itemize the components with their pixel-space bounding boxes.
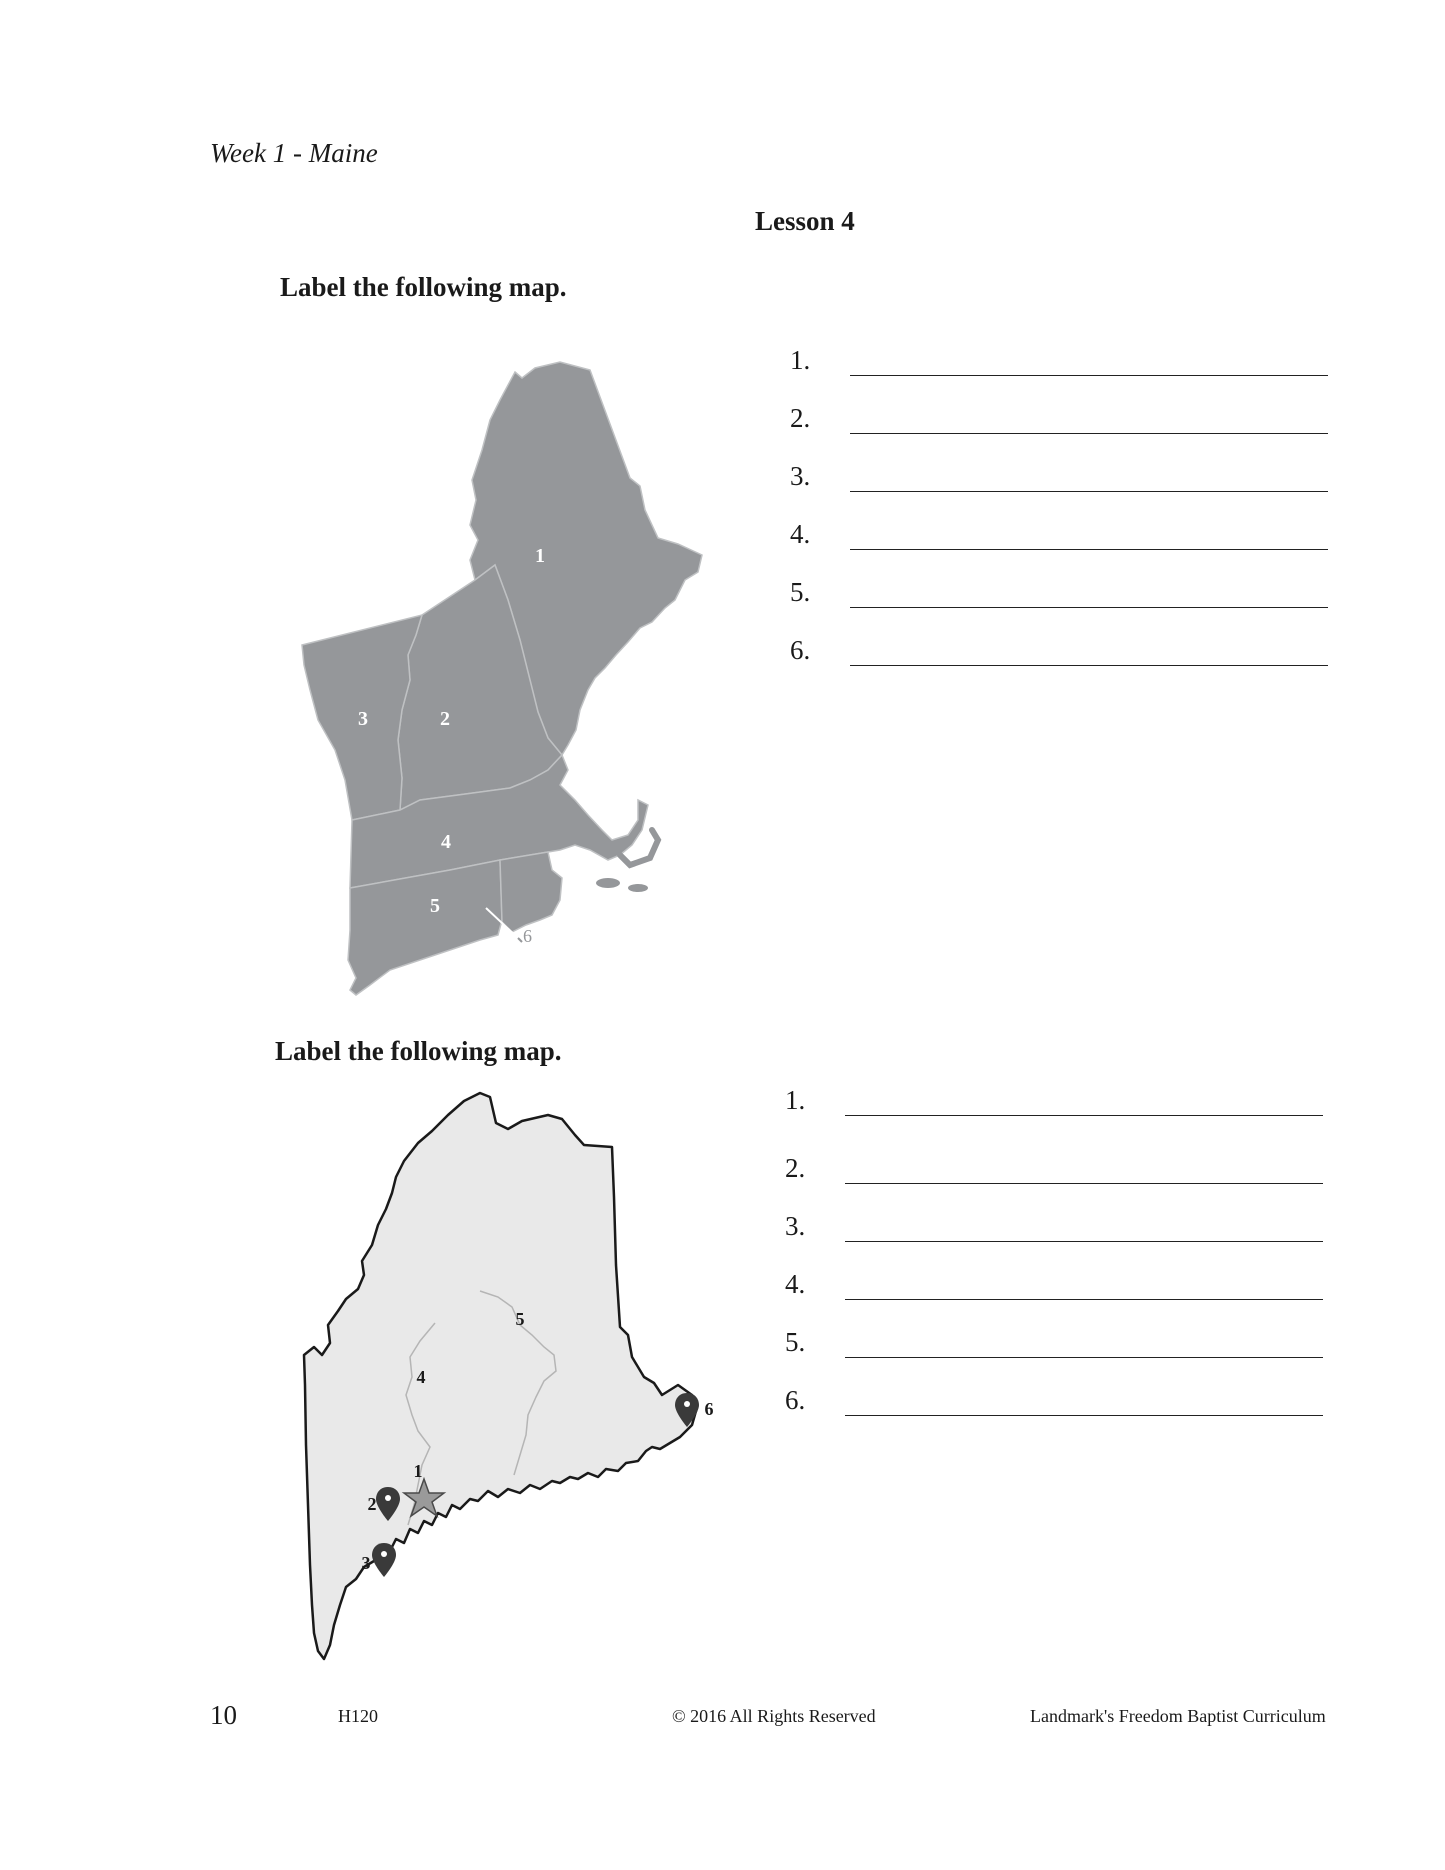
answer-blank[interactable] bbox=[850, 375, 1328, 376]
publisher-name: Landmark's Freedom Baptist Curriculum bbox=[1030, 1706, 1326, 1726]
answer-blank[interactable] bbox=[850, 491, 1328, 492]
answer-row bbox=[790, 345, 1330, 385]
answer-number: 6. bbox=[785, 1385, 806, 1415]
answer-number: 4. bbox=[790, 519, 811, 549]
copyright-notice: © 2016 All Rights Reserved bbox=[672, 1706, 876, 1726]
answer-row bbox=[785, 1385, 1325, 1425]
answer-number: 5. bbox=[790, 577, 811, 607]
lesson-title: Lesson 4 bbox=[755, 206, 855, 236]
answer-blank[interactable] bbox=[850, 549, 1328, 550]
section2-instruction: Label the following map. bbox=[275, 1036, 562, 1066]
answer-row bbox=[785, 1211, 1325, 1251]
answer-number: 3. bbox=[785, 1211, 806, 1241]
section1-answer-list bbox=[790, 345, 1330, 675]
answer-row bbox=[785, 1085, 1325, 1125]
answer-number: 6. bbox=[790, 635, 811, 665]
answer-row bbox=[790, 519, 1330, 559]
answer-row bbox=[785, 1153, 1325, 1193]
map-label-6: 6 bbox=[704, 1399, 714, 1419]
map-region-6 bbox=[500, 852, 562, 932]
page-number: 10 bbox=[210, 1700, 237, 1730]
answer-row bbox=[790, 403, 1330, 443]
answer-blank[interactable] bbox=[850, 607, 1328, 608]
answer-number: 1. bbox=[790, 345, 811, 375]
answer-number: 5. bbox=[785, 1327, 806, 1357]
answer-row bbox=[785, 1327, 1325, 1367]
section1-instruction: Label the following map. bbox=[280, 272, 567, 302]
maine-outline bbox=[304, 1093, 696, 1659]
map-label-3: 3 bbox=[358, 708, 368, 730]
answer-blank[interactable] bbox=[845, 1299, 1323, 1300]
map-label-1: 1 bbox=[535, 545, 545, 567]
answer-blank[interactable] bbox=[845, 1115, 1323, 1116]
map-label-5: 5 bbox=[515, 1309, 525, 1329]
map-label-2: 2 bbox=[440, 708, 450, 730]
section2-answer-list bbox=[785, 1085, 1325, 1425]
answer-number: 3. bbox=[790, 461, 811, 491]
map-label-2: 2 bbox=[367, 1494, 377, 1514]
answer-row bbox=[790, 461, 1330, 501]
answer-row bbox=[790, 577, 1330, 617]
new-england-map bbox=[290, 360, 730, 1000]
map-label-4: 4 bbox=[441, 831, 451, 853]
answer-row bbox=[790, 635, 1330, 675]
course-code: H120 bbox=[338, 1706, 378, 1726]
map-label-4: 4 bbox=[416, 1367, 426, 1387]
answer-blank[interactable] bbox=[845, 1241, 1323, 1242]
answer-blank[interactable] bbox=[850, 665, 1328, 666]
map-label-6: 6 bbox=[523, 926, 532, 946]
answer-number: 2. bbox=[785, 1153, 806, 1183]
answer-blank[interactable] bbox=[845, 1415, 1323, 1416]
answer-row bbox=[785, 1269, 1325, 1309]
answer-blank[interactable] bbox=[850, 433, 1328, 434]
page-header-title: Week 1 - Maine bbox=[210, 138, 378, 168]
answer-blank[interactable] bbox=[845, 1357, 1323, 1358]
map-label-3: 3 bbox=[361, 1553, 371, 1573]
answer-number: 2. bbox=[790, 403, 811, 433]
maine-map bbox=[300, 1085, 720, 1670]
answer-number: 4. bbox=[785, 1269, 806, 1299]
map-label-1: 1 bbox=[413, 1461, 423, 1481]
map-marker-icon bbox=[372, 1543, 396, 1577]
map-label-5: 5 bbox=[430, 895, 440, 917]
answer-blank[interactable] bbox=[845, 1183, 1323, 1184]
answer-number: 1. bbox=[785, 1085, 806, 1115]
